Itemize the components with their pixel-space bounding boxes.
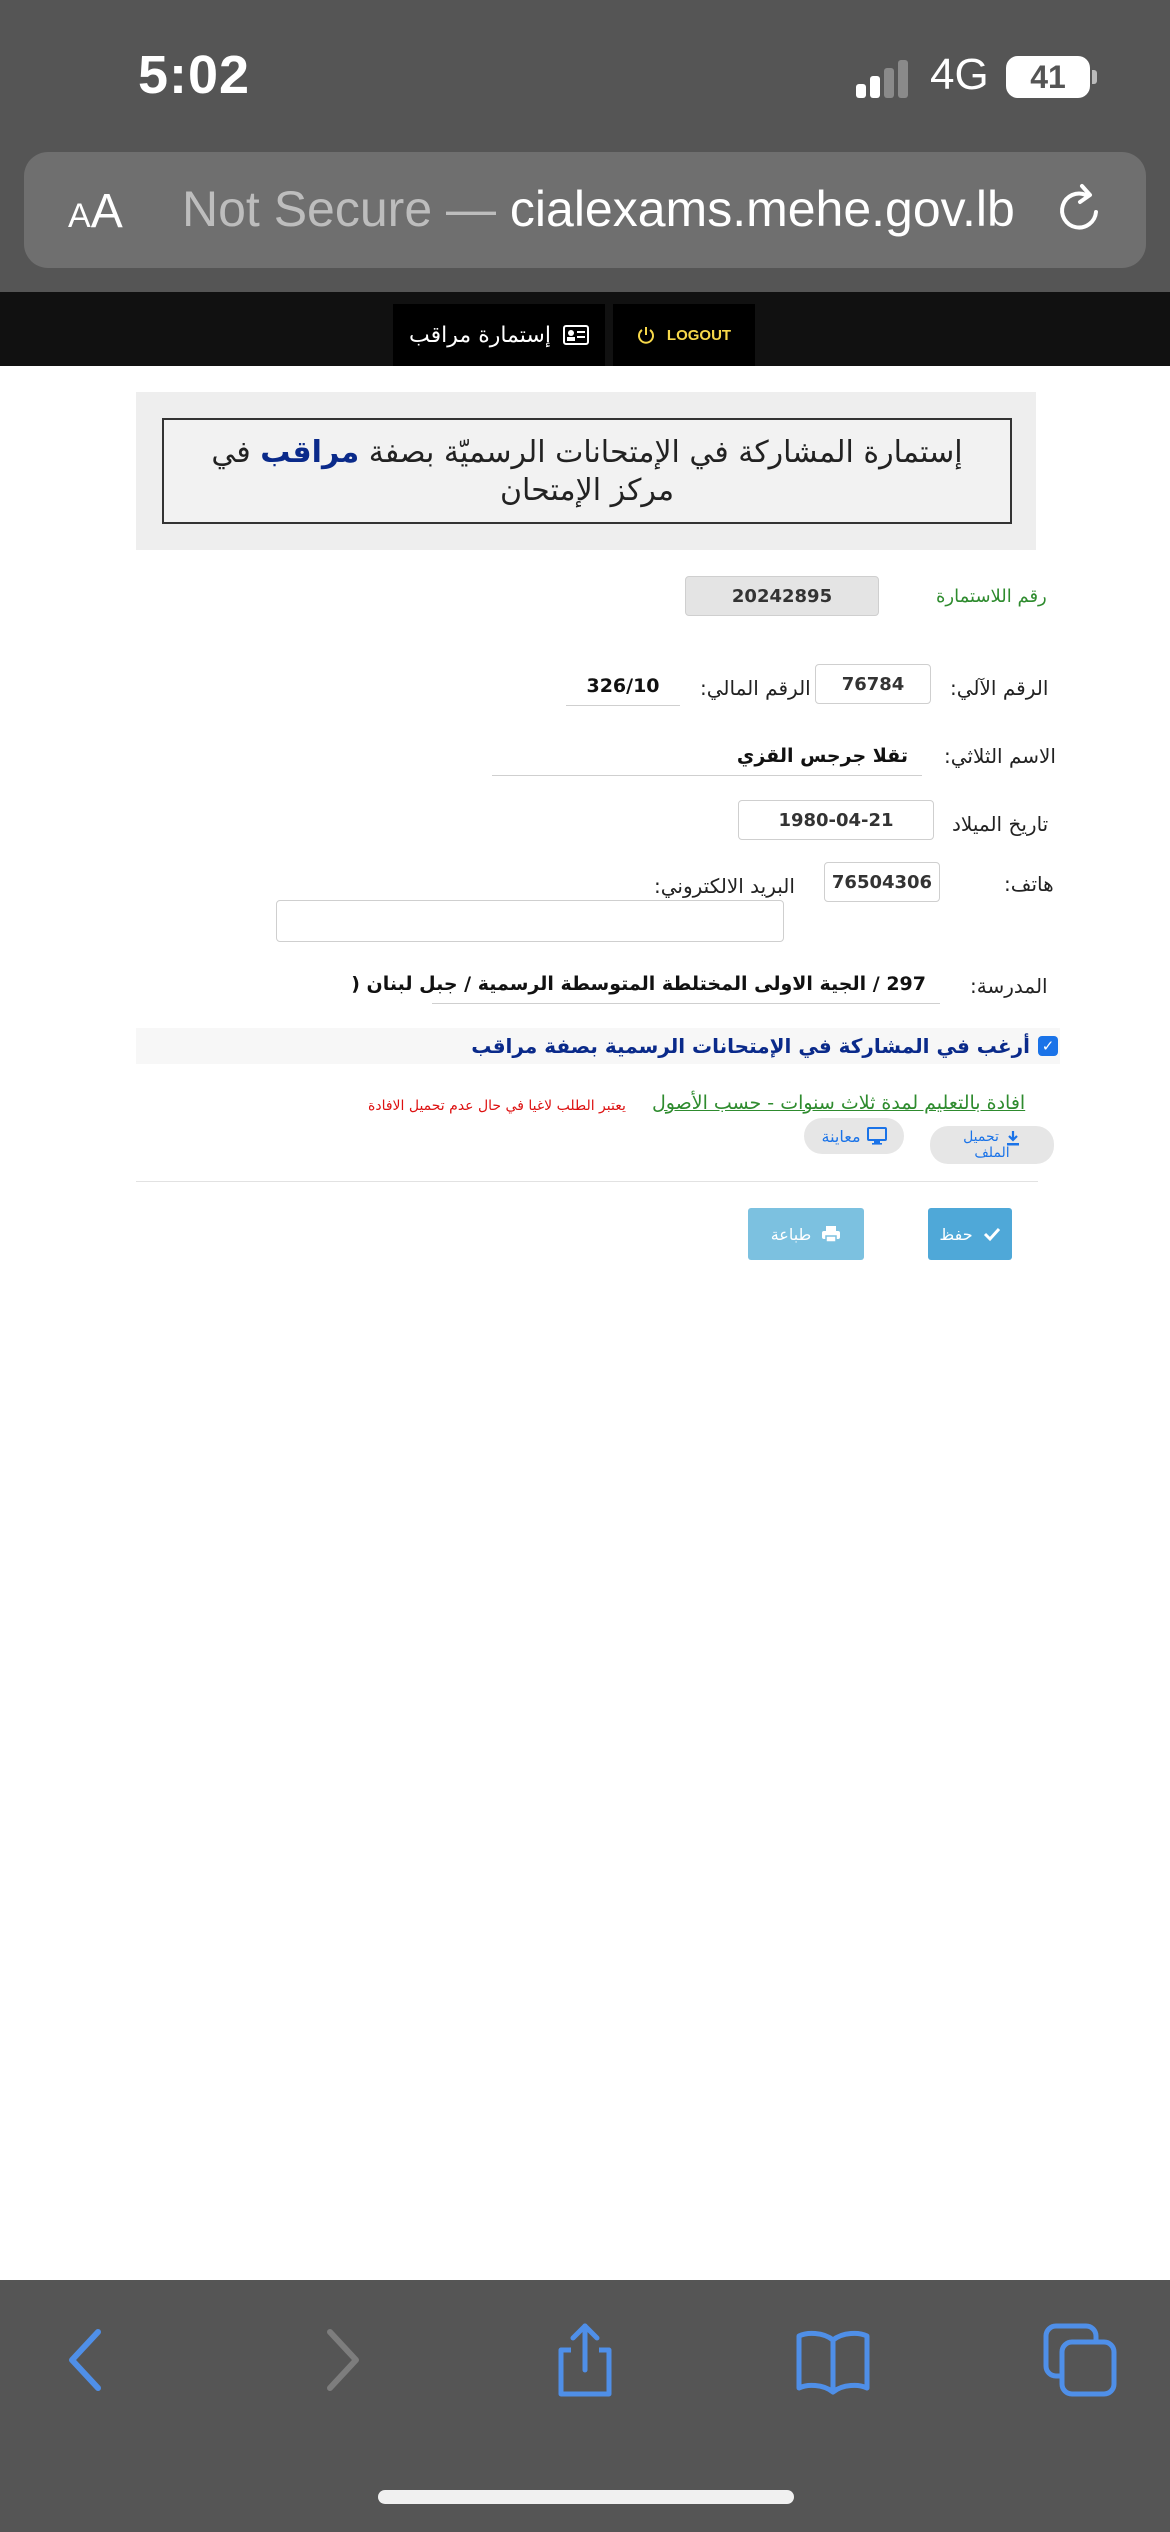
logout-button[interactable] <box>613 304 755 366</box>
nav-form-label: إستمارة مراقب <box>409 322 551 348</box>
monitor-icon <box>867 1127 887 1145</box>
participation-checkbox-row[interactable] <box>136 1028 1060 1064</box>
preview-label: معاينة <box>821 1126 861 1146</box>
auto-number-label: الرقم الآلي: <box>950 676 1049 700</box>
power-icon <box>637 326 655 344</box>
share-icon[interactable] <box>545 2320 625 2400</box>
participation-checkbox-label[interactable]: أرغب في المشاركة في الإمتحانات الرسمية بصفة مراقب <box>471 1034 1030 1058</box>
birth-date-field[interactable]: 1980-04-21 <box>738 800 934 840</box>
address-bar[interactable] <box>24 152 1146 268</box>
battery-icon: 41 <box>1006 56 1090 98</box>
auto-number-field[interactable]: 76784 <box>815 664 931 704</box>
form-header-panel <box>136 392 1036 550</box>
financial-number-label: الرقم المالي: <box>700 676 811 700</box>
back-arrow-icon[interactable] <box>48 2320 128 2400</box>
bookmarks-icon[interactable] <box>793 2320 873 2400</box>
nav-form-button[interactable] <box>393 304 605 366</box>
checkmark-icon <box>983 1226 1001 1242</box>
id-card-icon <box>563 325 589 345</box>
battery-tip <box>1092 70 1097 84</box>
forward-arrow-icon[interactable] <box>300 2320 380 2400</box>
school-field[interactable]: 297 / الجية الاولى المختلطة المتوسطة الرسمية / جبل لبنان ( <box>432 964 940 1004</box>
status-time: 5:02 <box>138 45 251 105</box>
upload-file-button[interactable] <box>930 1126 1054 1164</box>
participation-checkbox[interactable]: ✓ <box>1038 1036 1058 1056</box>
full-name-field[interactable]: تقلا جرجس القزي <box>492 736 922 776</box>
tabs-icon[interactable] <box>1040 2320 1120 2400</box>
email-label: البريد الالكتروني: <box>654 874 795 898</box>
phone-label: هاتف: <box>1004 872 1054 896</box>
reader-settings-button[interactable]: AA <box>68 185 123 238</box>
email-field[interactable] <box>276 900 784 942</box>
phone-field[interactable]: 76504306 <box>824 862 940 902</box>
form-divider <box>136 1181 1038 1182</box>
form-number-field: 20242895 <box>685 576 879 616</box>
form-title: إستمارة المشاركة في الإمتحانات الرسميّة بصفة مراقب في مركز الإمتحان <box>162 418 1012 524</box>
full-name-label: الاسم الثلاثي: <box>944 744 1056 768</box>
upload-label-line1: تحميل <box>963 1129 999 1145</box>
cellular-signal-icon <box>856 60 908 98</box>
print-button[interactable] <box>748 1208 864 1260</box>
upload-label-line2: الملف <box>974 1144 1010 1161</box>
reload-icon[interactable] <box>1052 182 1108 238</box>
birth-date-label: تاريخ الميلاد <box>952 812 1049 836</box>
financial-number-field[interactable]: 326/10 <box>566 666 680 706</box>
form-number-label: رقم اللاستمارة <box>936 586 1047 607</box>
certificate-link[interactable]: افادة بالتعليم لمدة ثلاث سنوات - حسب الأصول <box>652 1092 1026 1114</box>
logout-label: LOGOUT <box>666 326 732 344</box>
save-button[interactable] <box>928 1208 1012 1260</box>
network-type: 4G <box>930 50 989 99</box>
school-label: المدرسة: <box>970 974 1048 998</box>
site-navbar <box>0 292 1170 366</box>
url-text[interactable]: Not Secure — cialexams.mehe.gov.lb <box>182 181 1015 237</box>
print-label: طباعة <box>770 1224 812 1244</box>
save-label: حفظ <box>939 1224 973 1244</box>
download-icon <box>1005 1130 1021 1146</box>
warning-note: يعتبر الطلب لاغيا في حال عدم تحميل الافادة <box>368 1098 626 1114</box>
printer-icon <box>821 1225 841 1243</box>
preview-button[interactable] <box>804 1118 904 1154</box>
home-indicator[interactable] <box>378 2490 794 2504</box>
browser-top-chrome <box>0 0 1170 292</box>
